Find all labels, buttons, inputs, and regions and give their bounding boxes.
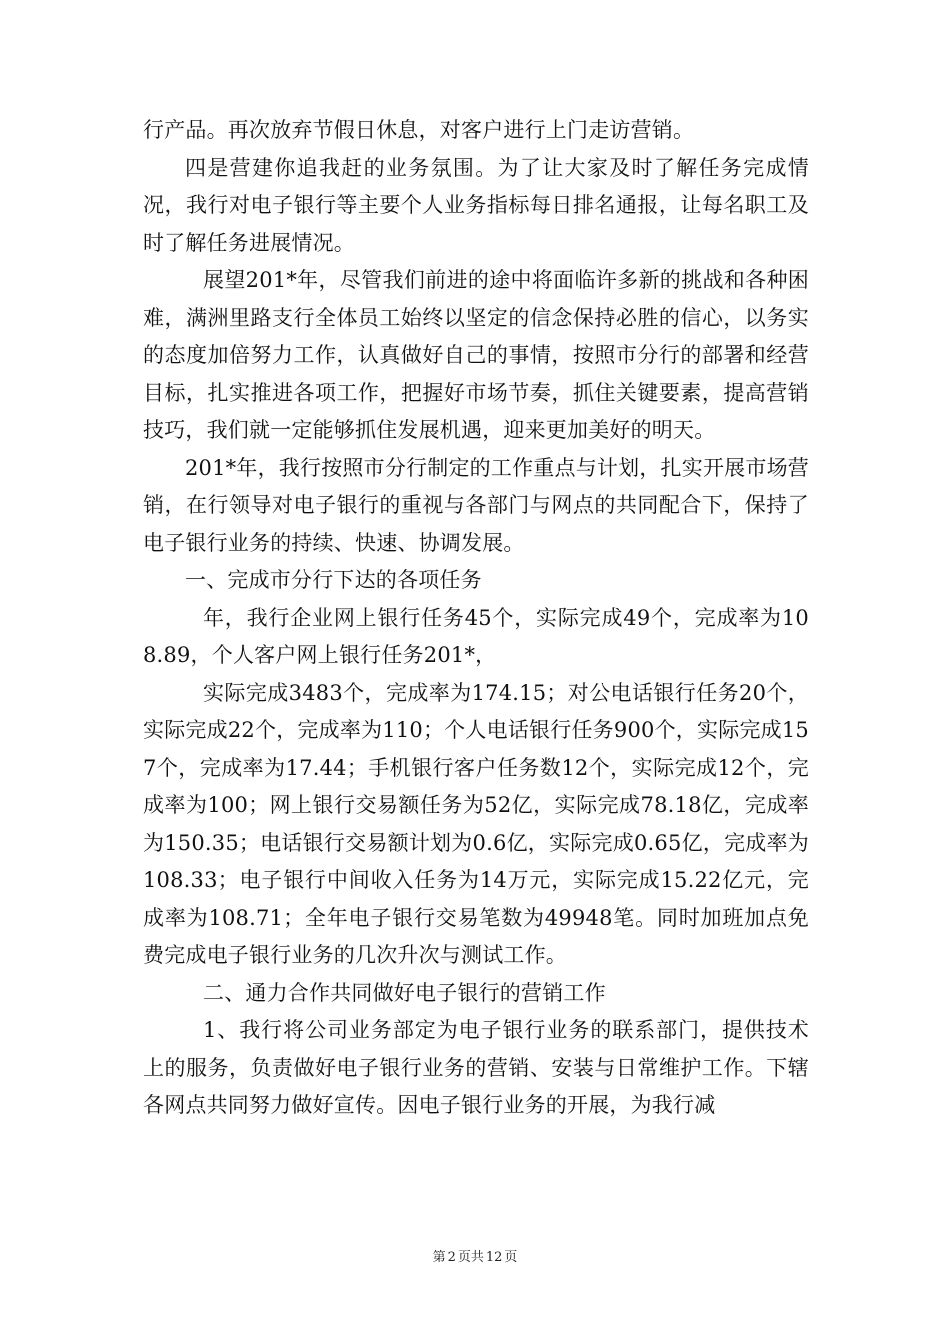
section-heading-tasks: 一、完成市分行下达的各项任务: [185, 568, 482, 592]
footer-current-page: 2: [447, 1250, 456, 1265]
paragraph-business-atmosphere: 四是营建你追我赶的业务氛围。为了让大家及时了解任务完成情况，我行对电子银行等主要个人业务指标每日排名通报，让每名职工及时了解任务进展情况。: [143, 155, 809, 255]
footer-total-pages: 12: [485, 1250, 503, 1265]
footer-prefix: 第: [432, 1250, 446, 1265]
paragraph-annual-summary: 201*年，我行按照市分行制定的工作重点与计划，扎实开展市场营销，在行领导对电子银行的重视与各部门与网点的共同配合下，保持了电子银行业务的持续、快速、协调发展。: [143, 455, 809, 555]
paragraph-online-banking-tasks: 年，我行企业网上银行任务45个，实际完成49个，完成率为108.89，个人客户网上银行任务201*，: [143, 605, 809, 667]
paragraph-outlook: 展望201*年，尽管我们前进的途中将面临许多新的挑战和各种困难，满洲里路支行全体员工始终以坚定的信念保持必胜的信心，以务实的态度加倍努力工作，认真做好自己的事情，按照市分行的部署和经营目标，扎实推进各项工作，把握好市场节奏，抓住关键要素，提高营销技巧，我们就一定能够抓住发展机遇，迎来更加美好的明天。: [143, 268, 809, 442]
paragraph-completion-figures: 实际完成3483个，完成率为174.15；对公电话银行任务20个，实际完成22个，完成率为110；个人电话银行任务900个，实际完成157个，完成率为17.44；手机银行客户任务数12个，实际完成12个，完成率为100；网上银行交易额任务为52亿，实际完成78.18亿，完成率为150.35；电话银行交易额计划为0.6亿，实际完成0.65亿，完成率为108.33；电子银行中间收入任务为14万元，实际完成15.22亿元，完成率为108.71；全年电子银行交易笔数为49948笔。同时加班加点免费完成电子银行业务的几次升次与测试工作。: [143, 680, 809, 967]
paragraph-marketing-item-1: 1、我行将公司业务部定为电子银行业务的联系部门，提供技术上的服务，负责做好电子银行业务的营销、安装与日常维护工作。下辖各网点共同努力做好宣传。因电子银行业务的开展，为我行减: [143, 1018, 809, 1117]
paragraph-continuation: 行产品。再次放弃节假日休息，对客户进行上门走访营销。: [143, 118, 695, 142]
footer-middle: 页共: [457, 1250, 484, 1265]
footer-suffix: 页: [504, 1250, 518, 1265]
section-heading-marketing: 二、通力合作共同做好电子银行的营销工作: [203, 980, 606, 1005]
page-footer: [0, 1246, 950, 1265]
document-body: [143, 112, 809, 1125]
